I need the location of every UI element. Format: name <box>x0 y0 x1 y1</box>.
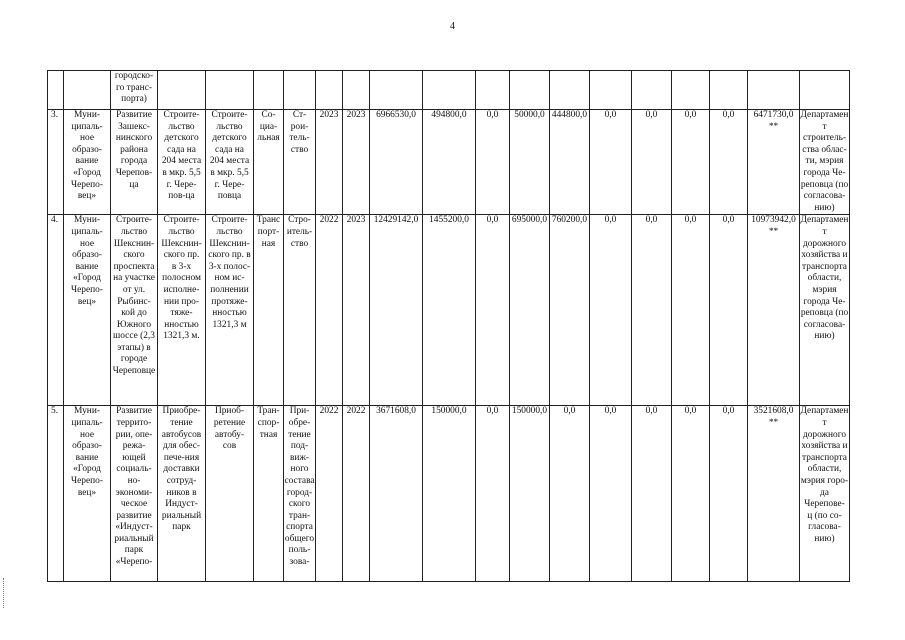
table-row <box>48 215 850 406</box>
table-cell: 0,0 <box>710 406 748 582</box>
table-cell: 3671608,0 <box>370 406 423 582</box>
investment-projects-table <box>47 70 850 582</box>
table-cell: 12429142,0 <box>370 215 423 406</box>
table-cell: 1455200,0 <box>423 215 476 406</box>
scan-margin-mark <box>3 578 6 608</box>
table-cell <box>550 71 590 110</box>
table-cell: 4. <box>48 215 64 406</box>
table-cell: Развитие Зашекс- нинского района города Черепов- ца <box>111 110 158 215</box>
table-cell: 0,0 <box>632 215 672 406</box>
table-cell: 150000,0 <box>423 406 476 582</box>
table-cell: Департамент дорожного хозяйства и транспорта области, мэрия горо- да Черепове- ц (по со- гласова- нию) <box>800 406 850 582</box>
table-cell: 0,0 <box>710 215 748 406</box>
table-cell <box>590 71 632 110</box>
table-cell: 2023 <box>343 215 370 406</box>
table-cell: 6966530,0 <box>370 110 423 215</box>
table-cell: 2022 <box>343 406 370 582</box>
table-cell: 3. <box>48 110 64 215</box>
table-cell <box>800 71 850 110</box>
table-cell: 0,0 <box>550 406 590 582</box>
table-cell <box>284 71 316 110</box>
table-cell <box>748 71 800 110</box>
table-cell <box>632 71 672 110</box>
table-cell: 0,0 <box>590 406 632 582</box>
table-cell: Строите- льство детского сада на 204 места в мкр. 5,5 г. Чере- повца <box>206 110 254 215</box>
table-cell: 0,0 <box>590 215 632 406</box>
table-cell: Строите- льство Шекснин- ского проспекта на участке от ул. Рыбинс- кой до Южного шоссе (2,3 этапы) в городе Череповце <box>111 215 158 406</box>
table-cell: Департамент дорожного хозяйства и транспорта области, мэрия города Че- реповца (по согласова- нию) <box>800 215 850 406</box>
table-cell: 2023 <box>316 110 343 215</box>
table-cell: 2022 <box>316 406 343 582</box>
table-cell: городско- го транс- порта) <box>111 71 158 110</box>
table-cell <box>710 71 748 110</box>
table-cell: Муни- ципаль- ное образо- вание «Город Черепо- вец» <box>64 406 111 582</box>
table-cell <box>254 71 284 110</box>
table-cell <box>672 71 710 110</box>
table-cell <box>370 71 423 110</box>
table-cell <box>423 71 476 110</box>
table-cell <box>316 71 343 110</box>
table-cell: При- обре- тение под- виж- ного состава город- ского тран- спорта общего поль- зова- <box>284 406 316 582</box>
table-cell: 0,0 <box>672 406 710 582</box>
table-cell: 0,0 <box>476 215 510 406</box>
page-number: 4 <box>450 21 455 32</box>
table-cell: Тран- спор- тная <box>254 406 284 582</box>
table-body <box>48 71 850 582</box>
table-cell: 760200,0 <box>550 215 590 406</box>
table-cell: 2022 <box>316 215 343 406</box>
table-cell: Муни- ципаль- ное образо- вание «Город Черепо- вец» <box>64 110 111 215</box>
table-cell: Приоб- ретение автобу- сов <box>206 406 254 582</box>
table-cell: Муни- ципаль- ное образо- вание «Город Черепо- вец» <box>64 215 111 406</box>
table-cell: Стро- итель- ство <box>284 215 316 406</box>
table-cell <box>343 71 370 110</box>
table-cell: Строите- льство детского сада на 204 места в мкр. 5,5 г. Чере- пов-ца <box>158 110 206 215</box>
table-cell: Транс порт- ная <box>254 215 284 406</box>
table-cell: 3521608,0 ** <box>748 406 800 582</box>
table-cell: Развитие террито- рии, опе- режа- ющей социаль- но- экономи- ческое развитие «Индуст- риальный парк «Черепо- <box>111 406 158 582</box>
table-cell: 695000,0 <box>510 215 550 406</box>
table-cell: Строите- льство Шекснин- ского пр. в 3-х полосном исполне- нии про- тяже- нностью 1321,3 м. <box>158 215 206 406</box>
table-cell <box>476 71 510 110</box>
table-cell: Строите- льство Шекснин- ского пр. в 3-х полос- ном ис- полнении протяже- нностью 1321,3 м <box>206 215 254 406</box>
table-cell: 0,0 <box>476 406 510 582</box>
table-cell: 50000,0 <box>510 110 550 215</box>
table-row <box>48 71 850 110</box>
table-cell: 494800,0 <box>423 110 476 215</box>
table-cell: 5. <box>48 406 64 582</box>
table-cell: 0,0 <box>672 215 710 406</box>
table-cell: Приобре- тение автобусов для обес- пече-ния доставки сотруд- ников в Индуст- риальный парк <box>158 406 206 582</box>
table-cell: 0,0 <box>632 406 672 582</box>
table-cell <box>48 71 64 110</box>
table-cell: 0,0 <box>672 110 710 215</box>
table-cell <box>510 71 550 110</box>
table-cell <box>64 71 111 110</box>
table-cell: 0,0 <box>590 110 632 215</box>
table-cell: 2023 <box>343 110 370 215</box>
table-cell <box>158 71 206 110</box>
table-cell: Со- циа- льная <box>254 110 284 215</box>
table-cell: Ст- рои- тель- ство <box>284 110 316 215</box>
table-cell: 6471730,0 ** <box>748 110 800 215</box>
table-cell <box>206 71 254 110</box>
table-cell: 150000,0 <box>510 406 550 582</box>
table-row <box>48 110 850 215</box>
table-cell: 10973942,0 ** <box>748 215 800 406</box>
table-cell: 444800,0 <box>550 110 590 215</box>
table-cell: Департамент строитель- ства облас- ти, мэрия города Че- реповца (по согласова- нию) <box>800 110 850 215</box>
table-cell: 0,0 <box>632 110 672 215</box>
table-cell: 0,0 <box>710 110 748 215</box>
table-cell: 0,0 <box>476 110 510 215</box>
table-row <box>48 406 850 582</box>
